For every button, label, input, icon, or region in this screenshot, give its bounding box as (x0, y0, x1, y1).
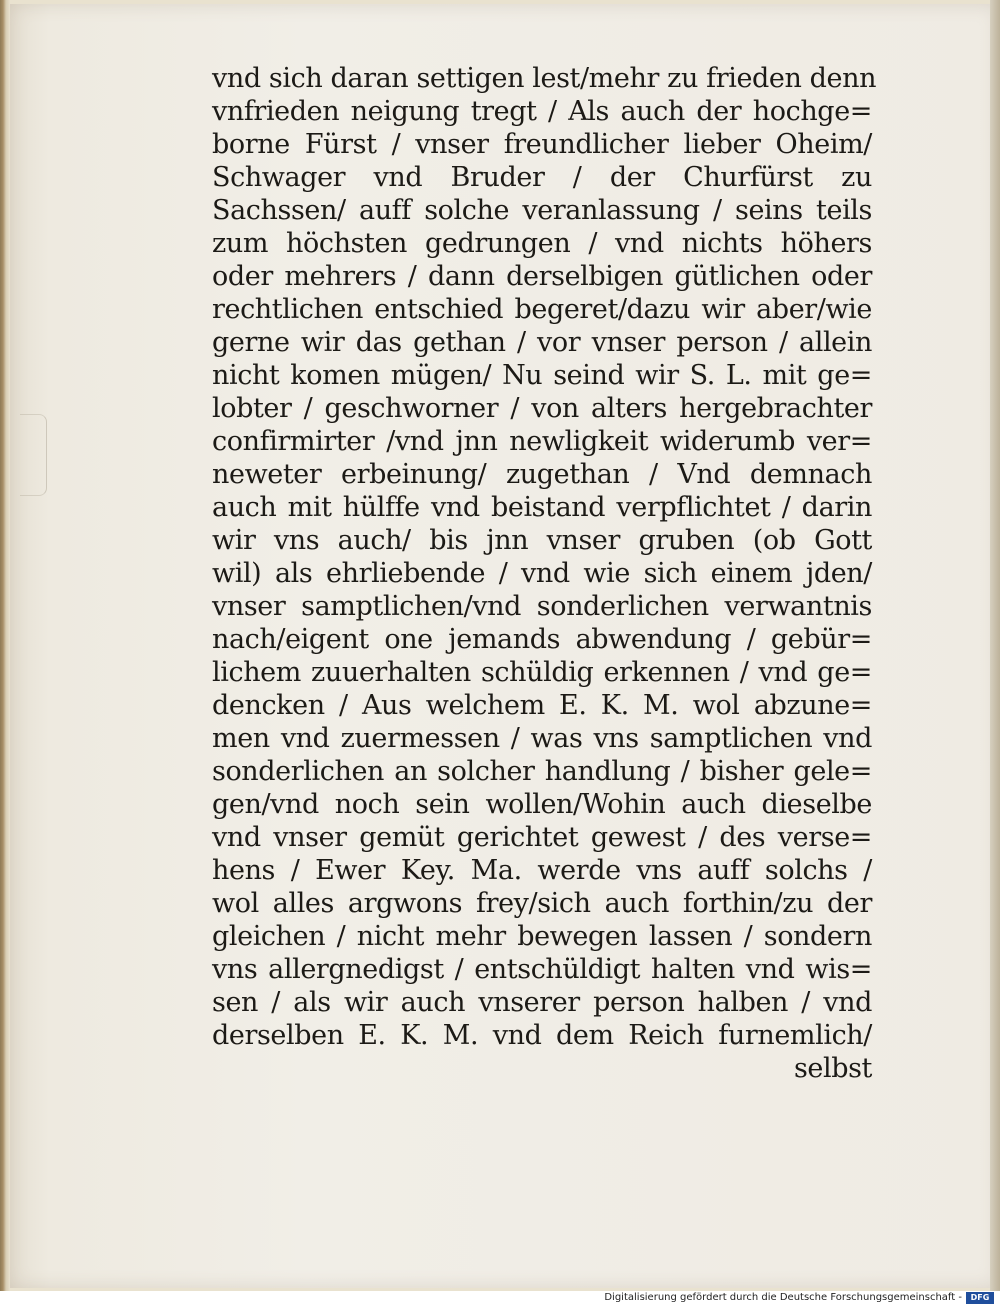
text-line: nicht komen mügen/ Nu seind wir S. L. mit ge= (212, 360, 872, 391)
text-line: hens / Ewer Key. Ma. werde vns auff solchs / (212, 855, 872, 886)
catchword: selbst (793, 1053, 872, 1084)
text-line: neweter erbeinung/ zugethan / Vnd demnach (212, 459, 872, 490)
page-right-edge (990, 0, 1000, 1292)
text-line: rechtlichen entschied begeret/dazu wir aber/wie (212, 294, 872, 325)
text-line: gleichen / nicht mehr bewegen lassen / sondern (212, 921, 872, 952)
text-line: Schwager vnd Bruder / der Churfürst zu (212, 162, 872, 193)
text-line: vnd sich daran settigen lest/mehr zu frieden denn (212, 63, 877, 94)
document-text-block (212, 62, 877, 1085)
text-line: sonderlichen an solcher handlung / bisher gele= (212, 756, 872, 787)
text-line: lichem zuuerhalten schüldig erkennen / vnd ge= (212, 657, 872, 688)
dfg-logo-icon: DFG (966, 1292, 994, 1304)
text-line: borne Fürst / vnser freundlicher lieber Oheim/ (212, 129, 872, 160)
text-line: auch mit hülffe vnd beistand verpflichtet / darin (212, 492, 872, 523)
text-line: gerne wir das gethan / vor vnser person / allein (212, 327, 872, 358)
text-line: wol alles argwons frey/sich auch forthin/zu der (212, 888, 872, 919)
text-line: derselben E. K. M. vnd dem Reich furnemlich/ (212, 1020, 872, 1051)
text-line: Sachssen/ auff solche veranlassung / seins teils (212, 195, 872, 226)
text-line: wil) als ehrliebende / vnd wie sich einem jden/ (212, 558, 872, 589)
page-fold-mark (20, 414, 47, 496)
text-line: lobter / geschworner / von alters hergebrachter (212, 393, 872, 424)
text-line: men vnd zuermessen / was vns samptlichen vnd (212, 723, 872, 754)
text-line: oder mehrers / dann derselbigen gütlichen oder (212, 261, 872, 292)
text-line: vnd vnser gemüt gerichtet gewest / des verse= (212, 822, 872, 853)
text-line: vns allergnedigst / entschüldigt halten vnd wis= (212, 954, 872, 985)
text-line: vnser samptlichen/vnd sonderlichen verwantnis (212, 591, 872, 622)
text-line: gen/vnd noch sein wollen/Wohin auch dieselbe (212, 789, 872, 820)
digitization-footer (0, 1291, 1000, 1305)
footer-credit-text: Digitalisierung gefördert durch die Deutsche Forschungsgemeinschaft - (604, 1292, 962, 1303)
text-line: sen / als wir auch vnserer person halben / vnd (212, 987, 872, 1018)
text-line: nach/eigent one jemands abwendung / gebür= (212, 624, 872, 655)
text-line: wir vns auch/ bis jnn vnser gruben (ob Gott (212, 525, 872, 556)
text-line: confirmirter /vnd jnn newligkeit widerumb ver= (212, 426, 872, 457)
text-line: dencken / Aus welchem E. K. M. wol abzune= (212, 690, 872, 721)
text-line: zum höchsten gedrungen / vnd nichts höhers (212, 228, 872, 259)
text-line: vnfrieden neigung tregt / Als auch der hochge= (212, 96, 872, 127)
